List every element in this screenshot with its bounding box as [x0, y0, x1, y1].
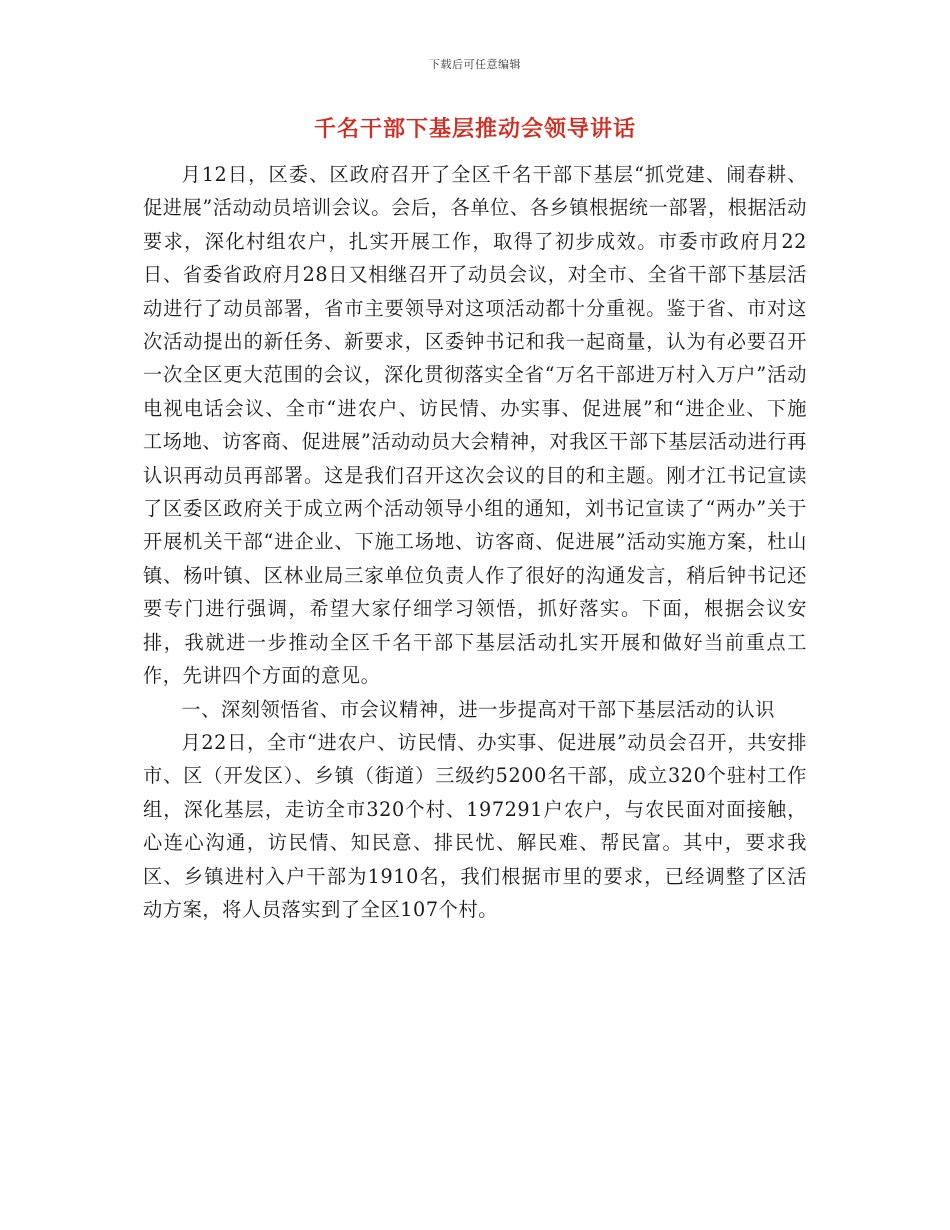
paragraph-meeting: 月22日，全市“进农户、访民情、办实事、促进展”动员会召开，共安排市、区（开发区）、乡镇（街道）三级约5200名干部，成立320个驻村工作组，深化基层，走访全市320个村、197291户农户，与农民面对面接触，心连心沟通，访民情、知民意、排民忧、解民难、帮民富。其中，要求我区、乡镇进村入户干部为1910名，我们根据市里的要求，已经调整了区活动方案，将人员落实到了全区107个村。 [143, 730, 807, 921]
header-note: 下载后可任意编辑 [429, 58, 521, 71]
document-body [143, 158, 807, 926]
document-title: 千名干部下基层推动会领导讲话 [313, 117, 636, 142]
section-heading-1: 一、深刻领悟省、市会议精神，进一步提高对干部下基层活动的认识 [181, 697, 776, 721]
paragraph-intro: 月12日，区委、区政府召开了全区千名干部下基层“抓党建、闹春耕、促进展”活动动员培训会议。会后，各单位、各乡镇根据统一部署，根据活动要求，深化村组农户，扎实开展工作，取得了初步成效。市委市政府月22日、省委省政府月28日又相继召开了动员会议，对全市、全省干部下基层活动进行了动员部署，省市主要领导对这项活动都十分重视。鉴于省、市对这次活动提出的新任务、新要求，区委钟书记和我一起商量，认为有必要召开一次全区更大范围的会议，深化贯彻落实全省“万名干部进万村入万户”活动电视电话会议、全市“进农户、访民情、办实事、促进展”和“进企业、下施工场地、访客商、促进展”活动动员大会精神，对我区干部下基层活动进行再认识再动员再部署。这是我们召开这次会议的目的和主题。刚才江书记宣读了区委区政府关于成立两个活动领导小组的通知，刘书记宣读了“两办”关于开展机关干部“进企业、下施工场地、访客商、促进展”活动实施方案，杜山镇、杨叶镇、区林业局三家单位负责人作了很好的沟通发言，稍后钟书记还要专门进行强调，希望大家仔细学习领悟，抓好落实。下面，根据会议安排，我就进一步推动全区千名干部下基层活动扎实开展和做好当前重点工作，先讲四个方面的意见。 [143, 163, 807, 688]
